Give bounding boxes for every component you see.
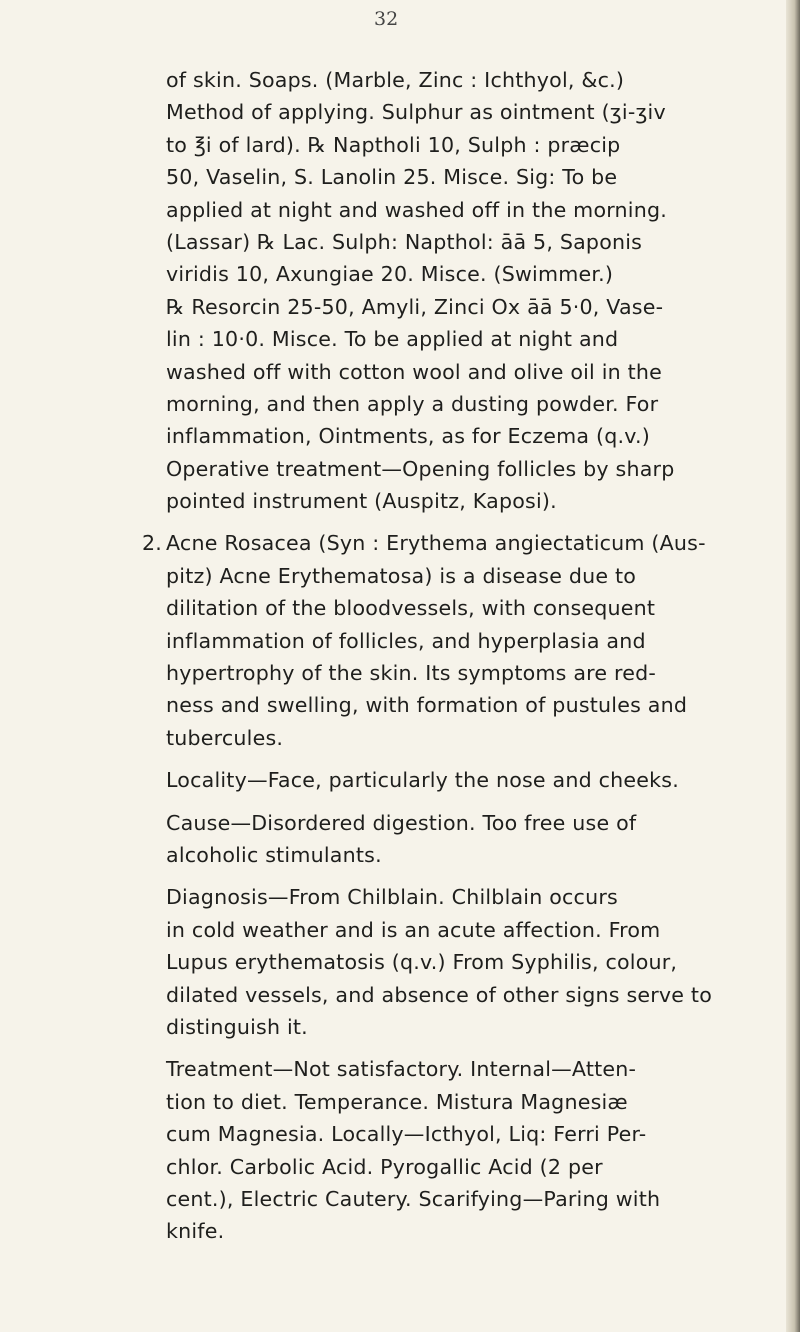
text-line: morning, and then apply a dusting powder. For bbox=[166, 391, 659, 416]
paragraph-cause bbox=[166, 807, 766, 872]
text-line: 50, Vaselin, S. Lanolin 25. Misce. Sig: To be bbox=[166, 165, 618, 190]
text-line: inflammation, Ointments, as for Eczema (q.v.) bbox=[166, 424, 651, 449]
text-line: Cause—Disordered digestion. Too free use of bbox=[166, 810, 637, 835]
text-line: of skin. Soaps. (Marble, Zinc : Ichthyol, &c.) bbox=[166, 68, 625, 92]
text-line: lin : 10·0. Misce. To be applied at night and bbox=[166, 327, 619, 352]
section-number: 2. bbox=[142, 531, 163, 556]
text-line: viridis 10, Axungiae 20. Misce. (Swimmer.) bbox=[166, 262, 614, 287]
text-line: to ℥i of lard). ℞ Naptholi 10, Sulph : præcip bbox=[166, 132, 621, 157]
text-line: dilated vessels, and absence of other signs serve to bbox=[166, 982, 712, 1007]
page-text bbox=[142, 64, 766, 1248]
text-line: distinguish it. bbox=[166, 1014, 308, 1039]
text-line: Locality—Face, particularly the nose and cheeks. bbox=[166, 768, 679, 793]
text-line: tubercules. bbox=[166, 725, 284, 750]
text-line: cum Magnesia. Locally—Icthyol, Liq: Ferri Per- bbox=[166, 1122, 647, 1147]
text-line: inflammation of follicles, and hyperplasia and bbox=[166, 628, 646, 653]
text-line: ℞ Resorcin 25-50, Amyli, Zinci Ox āā 5·0, Vase- bbox=[166, 294, 664, 319]
text-line: pointed instrument (Auspitz, Kaposi). bbox=[166, 489, 557, 514]
section-acne-rosacea bbox=[142, 527, 766, 754]
text-line: knife. bbox=[166, 1219, 225, 1244]
text-line: Operative treatment—Opening follicles by sharp bbox=[166, 456, 675, 481]
text-line: Diagnosis—From Chilblain. Chilblain occurs bbox=[166, 885, 618, 910]
text-line: hypertrophy of the skin. Its symptoms are red- bbox=[166, 661, 656, 686]
text-line: Method of applying. Sulphur as ointment (ʒi-ʒiv bbox=[166, 100, 666, 125]
paragraph-soaps-method bbox=[166, 64, 766, 517]
paragraph-treatment bbox=[166, 1053, 766, 1247]
text-line: dilitation of the bloodvessels, with consequent bbox=[166, 596, 656, 621]
text-line: pitz) Acne Erythematosa) is a disease due to bbox=[166, 563, 637, 588]
text-line: applied at night and washed off in the morning. bbox=[166, 197, 667, 222]
text-line: cent.), Electric Cautery. Scarifying—Paring with bbox=[166, 1186, 661, 1211]
text-line: washed off with cotton wool and olive oil in the bbox=[166, 359, 663, 384]
text-line: Acne Rosacea (Syn : Erythema angiectaticum (Aus- bbox=[166, 531, 706, 556]
text-line: Treatment—Not satisfactory. Internal—Atten- bbox=[166, 1057, 637, 1082]
text-line: tion to diet. Temperance. Mistura Magnesiæ bbox=[166, 1089, 628, 1114]
text-line: alcoholic stimulants. bbox=[166, 842, 382, 867]
page-number: 32 bbox=[374, 8, 399, 30]
text-line: chlor. Carbolic Acid. Pyrogallic Acid (2 per bbox=[166, 1154, 603, 1179]
text-line: in cold weather and is an acute affection. From bbox=[166, 917, 661, 942]
text-line: ness and swelling, with formation of pustules and bbox=[166, 693, 688, 718]
page-edge-shadow bbox=[786, 0, 800, 1332]
paragraph-locality bbox=[166, 764, 766, 796]
paragraph-diagnosis bbox=[166, 881, 766, 1043]
text-line: Lupus erythematosis (q.v.) From Syphilis, colour, bbox=[166, 950, 678, 975]
text-line: (Lassar) ℞ Lac. Sulph: Napthol: āā 5, Saponis bbox=[166, 229, 643, 254]
